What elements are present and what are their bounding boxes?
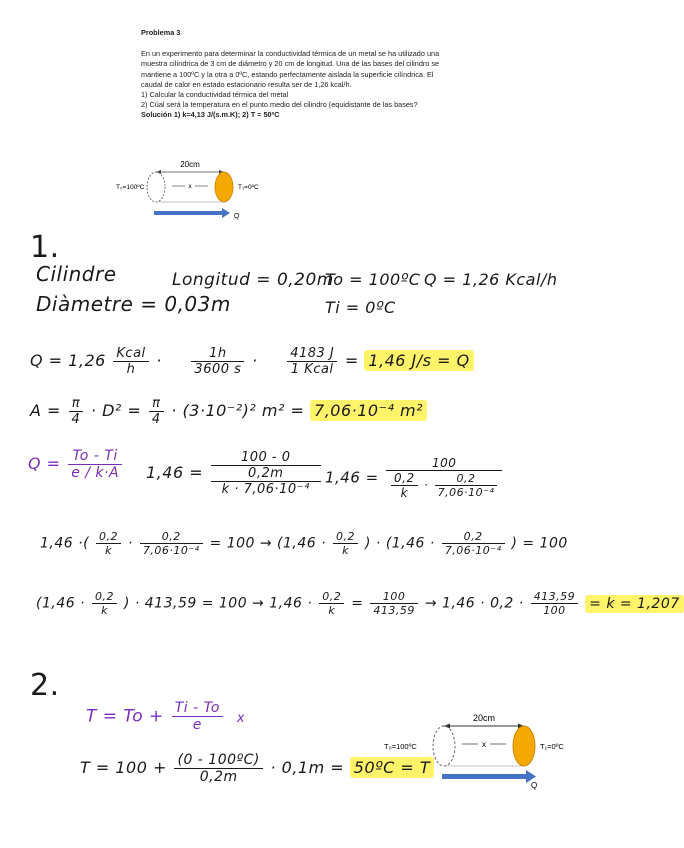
cylinder-diagram-top: [110, 157, 290, 225]
cold-face-ellipse: [147, 172, 165, 202]
problem-title: Problema 3: [141, 28, 181, 37]
part-2-number: 2.: [30, 668, 60, 703]
problem-text: En un experimento para determinar la conductividad térmica de un metal se ha utilizado una muestra cilíndrica de 3 cm de diámetro y 20 cm de longitud. Una de las bases del cilindro se mantiene a 100ºC y la otra a 0ºC, estando perfectamente aislada la superficie cilíndrica. El caudal de calor en estado estacionario resulta ser de 1,26 kcal/h.: [141, 49, 440, 89]
heat-flow-label: Q: [234, 213, 240, 220]
part-1-number: 1.: [30, 230, 60, 265]
t-result-highlight: 50ºC = T: [350, 757, 434, 778]
x-label: x: [482, 740, 486, 749]
q-result-highlight: 1,46 J/s = Q: [364, 350, 473, 371]
length-line: Longitud = 0,20m: [172, 270, 334, 290]
equation-line-3: 1,46 ·( $\frac{0,2}{k}$ · $\frac{0,2}{\text{7,06·10⁻⁴}}$ = 100 → (1,46 · $\frac{0,2}{k}$ ) · (1,46 · $\frac{0,2}{\text{7,06·10⁻⁴}}$ ) = 100: [40, 530, 568, 557]
dimension-arrow-left: [444, 724, 450, 729]
length-label: 20cm: [472, 713, 496, 723]
hot-disc: [513, 726, 535, 766]
heat-flow-arrow-shaft: [442, 774, 526, 779]
problem-questions: [141, 90, 457, 110]
right-temp-label: T₁=0ºC: [238, 184, 259, 191]
left-temp-label: T₀=100ºC: [384, 742, 417, 751]
q-line: Q = 1,26 Kcal/h: [424, 270, 558, 289]
problem-statement: [141, 28, 457, 121]
area-result-highlight: 7,06·10⁻⁴ m²: [310, 400, 427, 421]
cold-face-ellipse: [433, 726, 455, 766]
substitution-1: 1,46 = 100 - 0 0,2m k · 7,06·10⁻⁴: [146, 450, 323, 497]
t0-line: To = 100ºC: [325, 270, 421, 289]
unit-conversion: Q = 1,26 $\frac{\text{Kcal}}{h}$ · $\frac{1h}{3600 s}$ · $\frac{4183 J}{\text{1 Kcal}}$ = 1,46 J/s = Q: [30, 346, 474, 377]
left-temp-label: T₀=100ºC: [116, 184, 145, 191]
t1-line: Ti = 0ºC: [325, 298, 396, 317]
temperature-calculation: T = 100 + $\frac{\text{(0 - 100ºC)}}{0,2m}$ · 0,1m = 50ºC = T: [80, 752, 434, 785]
cylinder-label: Cilindre: [36, 262, 117, 286]
equation-line-4: (1,46 · $\frac{0,2}{k}$ ) · 413,59 = 100 → 1,46 · $\frac{0,2}{k}$ = $\frac{100}{413,59}$ → 1,46 · 0,2 · $\frac{413,59}{100}$ = k = 1,207: [36, 590, 684, 617]
heat-flow-arrow-shaft: [154, 211, 222, 215]
question-2: 2) Cúal será la temperatura en el punto medio del cilindro (equidistante de las bases?: [141, 100, 418, 110]
right-temp-label: T₁=0ºC: [540, 742, 564, 751]
cylinder-diagram-bottom: [380, 706, 598, 792]
substitution-2: 1,46 = 100 $\frac{0,2}{k}$ · $\frac{0,2}{\text{7,06·10⁻⁴}}$: [325, 456, 504, 500]
fourier-formula: Q = $\frac{To - Ti}{e / k\cdot A}$: [28, 448, 124, 481]
hot-disc: [215, 172, 233, 202]
question-1: 1) Calcular la conductividad térmica del metal: [141, 90, 289, 100]
problem-solution: Solución 1) k=4,13 J/(s.m.K); 2) T = 50ºC: [141, 110, 280, 120]
diameter-line: Diàmetre = 0,03m: [36, 292, 231, 316]
temperature-formula: T = To + $\frac{Ti - To}{e}$ x: [86, 700, 246, 733]
heat-flow-arrow-head: [222, 208, 230, 218]
area-calculation: A = $\frac{\pi}{4}$ · D² = $\frac{\pi}{4}$ · (3·10⁻²)² m² = 7,06·10⁻⁴ m²: [30, 396, 427, 427]
heat-flow-label: Q: [531, 781, 538, 790]
length-label: 20cm: [180, 160, 200, 169]
k-result-highlight: = k = 1,207: [585, 595, 684, 613]
x-label: x: [188, 183, 192, 190]
